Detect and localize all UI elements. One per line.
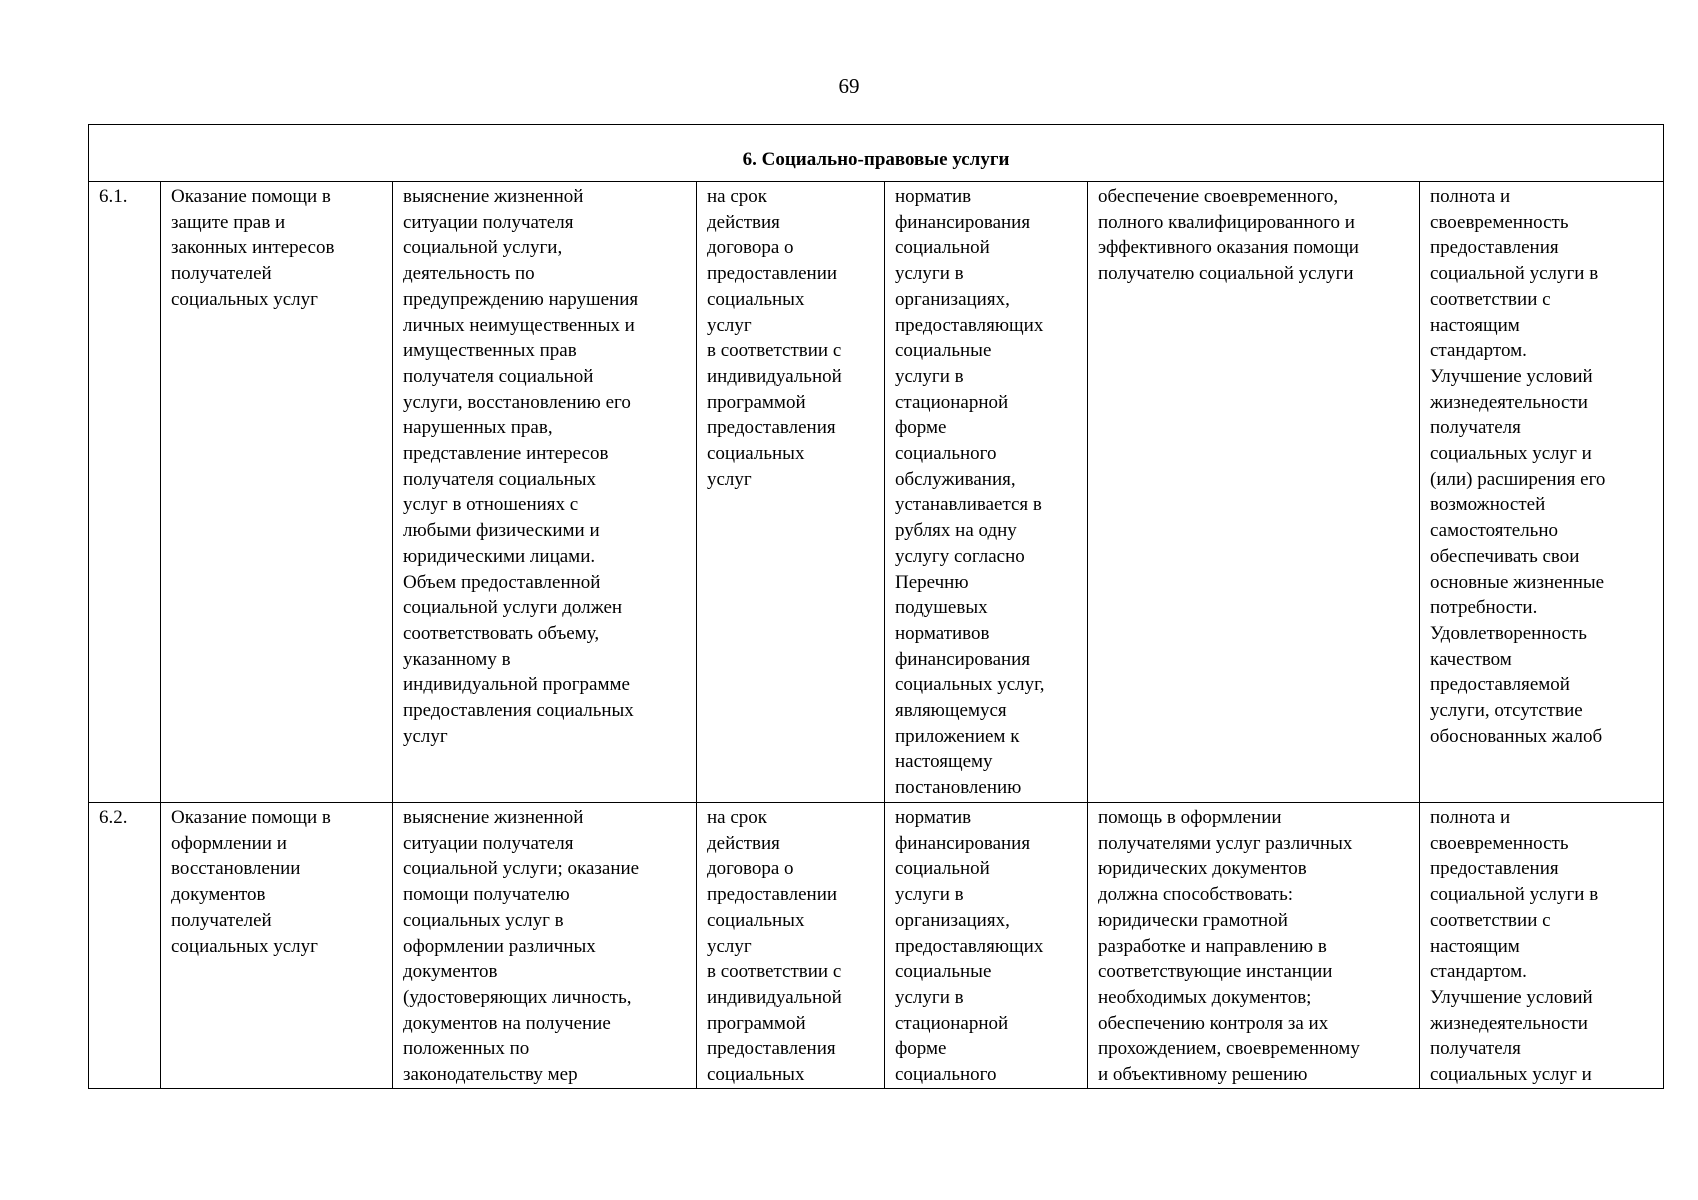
row-number: 6.1.	[89, 182, 161, 803]
service-norm: норматив финансирования социальной услуги в организациях, предоставляющих социальные услуги в стационарной форме социального обслуживания, устанавливается в рублях на одну услугу согласно Перечню подушевых нормативов финансирования социальных услуг, являющемуся приложением к настоящему постановлению	[885, 182, 1088, 803]
table-row	[89, 182, 1664, 803]
section-header-row	[89, 125, 1664, 182]
service-quality: полнота и своевременность предоставления социальной услуги в соответствии с настоящим стандартом. Улучшение условий жизнедеятельности получателя социальных услуг и (или) расширения его возможностей самостоятельно обеспечивать свои основные жизненные потребности. Удовлетворенность качеством предоставляемой услуги, отсутствие обоснованных жалоб	[1420, 182, 1664, 803]
service-name: Оказание помощи в оформлении и восстановлении документов получателей социальных услуг	[171, 807, 331, 957]
table-row	[89, 803, 1664, 1089]
section-title: 6. Социально-правовые услуги	[89, 125, 1664, 182]
service-term: на срок действия договора о предоставлении социальных услуг в соответствии с индивидуальной программой предоставления социальных	[707, 807, 842, 1086]
service-name: Оказание помощи в защите прав и законных интересов получателей социальных услуг	[161, 182, 393, 803]
service-conditions: обеспечение своевременного, полного квалифицированного и эффективного оказания помощи получателю социальной услуги	[1088, 182, 1420, 803]
services-table	[88, 124, 1664, 1089]
service-description: выяснение жизненной ситуации получателя социальной услуги; оказание помощи получателю социальных услуг в оформлении различных документов (удостоверяющих личность, документов на получение положенных по законодательству мер	[403, 807, 640, 1086]
row-number: 6.2.	[99, 807, 128, 828]
service-conditions: помощь в оформлении получателями услуг различных юридических документов должна способствовать: юридически грамотной разработке и направлению в соответствующие инстанции необходимых документов; обеспечению контроля за их прохождением, своевременному и объективному решению	[1098, 807, 1360, 1086]
service-quality: полнота и своевременность предоставления социальной услуги в соответствии с настоящим стандартом. Улучшение условий жизнедеятельности получателя социальных услуг и	[1430, 807, 1599, 1086]
service-term: на срок действия договора о предоставлении социальных услуг в соответствии с индивидуальной программой предоставления социальных услуг	[697, 182, 885, 803]
service-norm: норматив финансирования социальной услуги в организациях, предоставляющих социальные услуги в стационарной форме социального	[895, 807, 1044, 1086]
page-number: 69	[838, 74, 860, 98]
service-description: выяснение жизненной ситуации получателя социальной услуги, деятельность по предупреждению нарушения личных неимущественных и имущественных прав получателя социальной услуги, восстановлению его нарушенных прав, представление интересов получателя социальных услуг в отношениях с любыми физическими и юридическими лицами. Объем предоставленной социальной услуги должен соответствовать объему, указанному в индивидуальной программе предоставления социальных услуг	[393, 182, 697, 803]
